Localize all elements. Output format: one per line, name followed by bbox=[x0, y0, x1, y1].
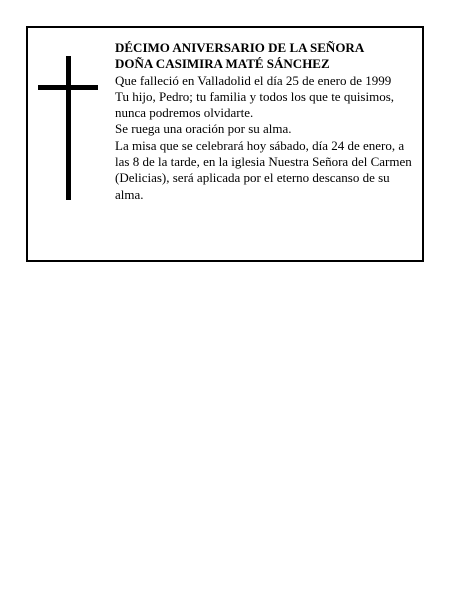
heading-line-1: DÉCIMO ANIVERSARIO DE LA SEÑORA bbox=[115, 40, 365, 55]
family-message: Tu hijo, Pedro; tu familia y todos los que te quisimos, nunca podremos olvidarte. bbox=[115, 88, 395, 121]
mass-announcement: La misa que se celebrará hoy sábado, día 24 de enero, a las 8 de la tarde, en la iglesia Nuestra Señora del Carmen (Delicias), será aplicada por el eterno descanso de su alma. bbox=[115, 137, 412, 202]
cross-vertical-bar bbox=[66, 56, 71, 200]
heading-line-2: DOÑA CASIMIRA MATÉ SÁNCHEZ bbox=[115, 56, 330, 72]
cross-horizontal-bar bbox=[38, 85, 98, 90]
cross-icon bbox=[38, 56, 98, 200]
obituary-notice bbox=[26, 26, 424, 262]
death-date-line: Que falleció en Valladolid el día 25 de enero de 1999 bbox=[115, 72, 392, 88]
notice-text bbox=[115, 40, 421, 203]
prayer-request: Se ruega una oración por su alma. bbox=[115, 121, 292, 137]
